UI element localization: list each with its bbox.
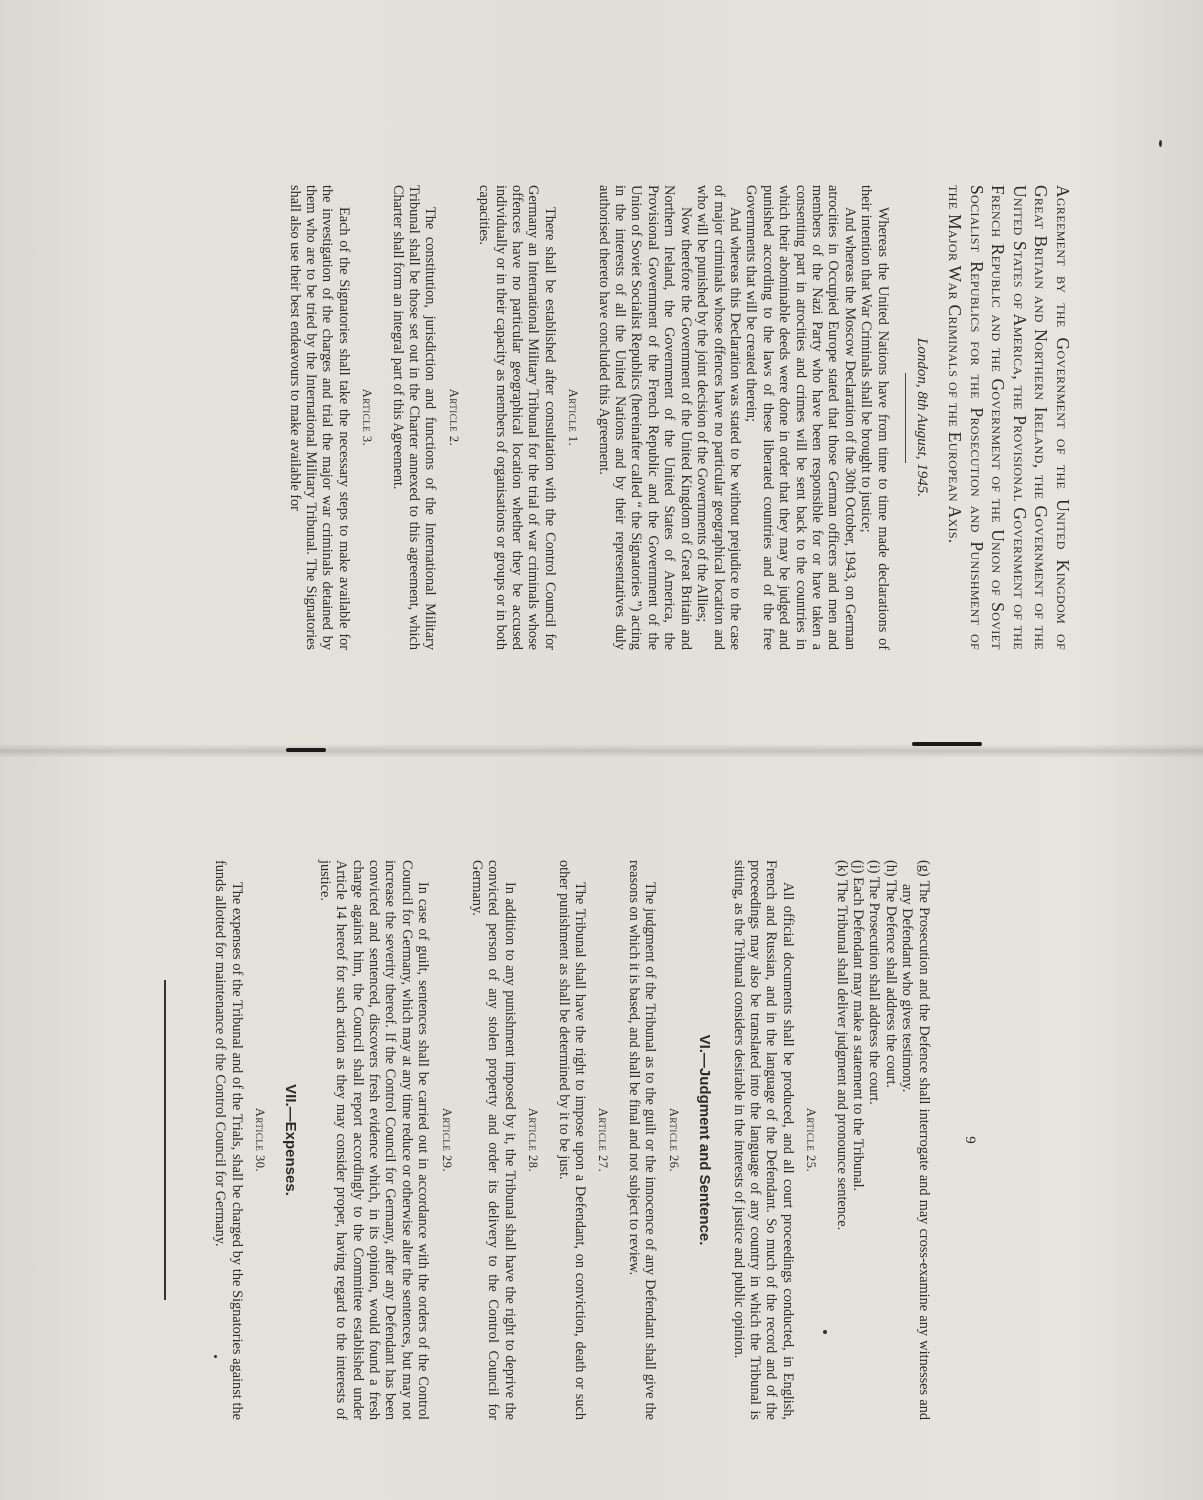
- preamble-paragraph-4: Now therefore the Government of the United Kingdom of Great Britain and Northern Ireland, the Government of the United States of America, the Provisional Government of the French Republic and the Government of the Union of Soviet Socialist Republics (hereinafter called “ the Signatories ”) acting in the interests of all the United Nations and by their representatives duly authorised thereto have concluded this Agreement.: [595, 185, 694, 650]
- charter-page: [0, 750, 1203, 1500]
- article-26-heading: Article 26.: [666, 1107, 681, 1173]
- article-29-text: In case of guilt, sentences shall be carried out in accordance with the orders of the Control Council for Germany, which may at any time reduce or otherwise alter the sentences, but may not increase the severity thereof. If the Control Council for Germany, after any Defendant has been convicted and sentenced, discovers fresh evidence which, in its opinion, would found a fresh charge against him, the Council shall report accordingly to the Committee established under Article 14 hereof for such action as they may consider proper, having regard to the interests of justice.: [316, 860, 432, 1420]
- article-2-text: The constitution, jurisdiction and functions of the International Military Tribunal shall be those set out in the Charter annexed to this agreement, which Charter shall form an integral part of this Agreement.: [389, 185, 439, 650]
- article-27-heading: Article 27.: [596, 1107, 611, 1173]
- article-30-text: The expenses of the Tribunal and of the Trials, shall be charged by the Signatories against the funds allotted for maintenance of the Control Council for Germany.: [212, 860, 245, 1420]
- procedure-item-g: (g) The Prosecution and the Defence shall interrogate and may cross-examine any witnesses and any Defendant who gives testimony.: [899, 860, 932, 1420]
- article-1-text: There shall be established after consultation with the Control Council for Germany an International Military Tribunal for the trial of war criminals whose offences have no particular geographical location whether they be accused individually or in their capacity as members of organisations or groups or in both capacities.: [476, 185, 558, 650]
- article-26-text: The judgment of the Tribunal as to the guilt or the innocence of any Defendant shall give the reasons on which it is based, and shall be final and not subject to review.: [625, 860, 659, 1420]
- article-30-heading: Article 30.: [253, 1107, 267, 1173]
- preamble-paragraph-1: Whereas the United Nations have from time to time made declarations of their intention that War Criminals shall be brought to justice;: [858, 185, 891, 650]
- procedure-item-j: (j) Each Defendant may make a statement to the Tribunal.: [849, 860, 866, 1192]
- end-rule: [164, 980, 166, 1300]
- article-25-text: All official documents shall be produced, and all court proceedings conducted, in English, French and Russian, and in the language of the Defendant. So much of the record and of the proceedings may also be translated into the language of any country in which the Tribunal is sitting, as the Tribunal considers desirable in the interests of justice and public opinion.: [730, 860, 796, 1420]
- section-7-heading: VII.—Expenses.: [282, 1084, 300, 1196]
- article-28-heading: Article 28.: [526, 1107, 541, 1173]
- article-3-text: Each of the Signatories shall take the necessary steps to make available for the investigation of the charges and trial the major war criminals detained by them who are to be tried by the International Military Tribunal. The Signatories shall also use their best endeavours to make available for: [286, 185, 352, 650]
- preamble-paragraph-3: And whereas this Declaration was stated to be without prejudice to the case of major criminals whose offences have no particular geographical location and who will be punished by the joint decision of the Governments of the Allies;: [694, 185, 743, 650]
- agreement-title: Agreement by the Government of the United Kingdom of Great Britain and Northern Ireland, the Government of the United States of America, the Provisional Government of the French Republic and the Government of the Union of Soviet Socialist Republics for the Prosecution and Punishment of the Major War Criminals of the European Axis.: [945, 185, 1073, 650]
- article-2-heading: Article 2.: [446, 388, 461, 447]
- procedure-item-h: (h) The Defence shall address the court.: [882, 860, 899, 1088]
- procedure-item-i: (i) The Prosecution shall address the court.: [866, 860, 883, 1105]
- article-27-text: The Tribunal shall have the right to impose upon a Defendant, on conviction, death or such other punishment as shall be determined by it to be just.: [555, 860, 589, 1420]
- article-25-heading: Article 25.: [804, 1107, 819, 1173]
- page-number: 9: [962, 1136, 978, 1144]
- preamble-paragraph-2: And whereas the Moscow Declaration of the 30th October, 1943, on German atrocities in Occupied Europe stated that those German officers and men and members of the Nazi Party who have been responsible for or have taken a consenting part in atrocities and crimes will be sent back to the countries in which their abominable deeds were done in order that they may be judged and punished according to the laws of these liberated countries and of the free Governments that will be created therein;: [743, 185, 858, 650]
- title-rule: [905, 373, 906, 463]
- article-29-heading: Article 29.: [439, 1107, 454, 1173]
- article-3-heading: Article 3.: [360, 388, 375, 447]
- agreement-dateline: London, 8th August, 1945.: [914, 338, 930, 497]
- article-28-text: In addition to any punishment imposed by it, the Tribunal shall have the right to deprive the convicted person of any stolen property and order its delivery to the Control Council for Germany.: [469, 860, 518, 1420]
- procedure-item-k: (k) The Tribunal shall deliver judgment and pronounce sentence.: [833, 860, 850, 1231]
- article-1-heading: Article 1.: [566, 388, 581, 447]
- section-6-heading: VI.—Judgment and Sentence.: [696, 1034, 714, 1246]
